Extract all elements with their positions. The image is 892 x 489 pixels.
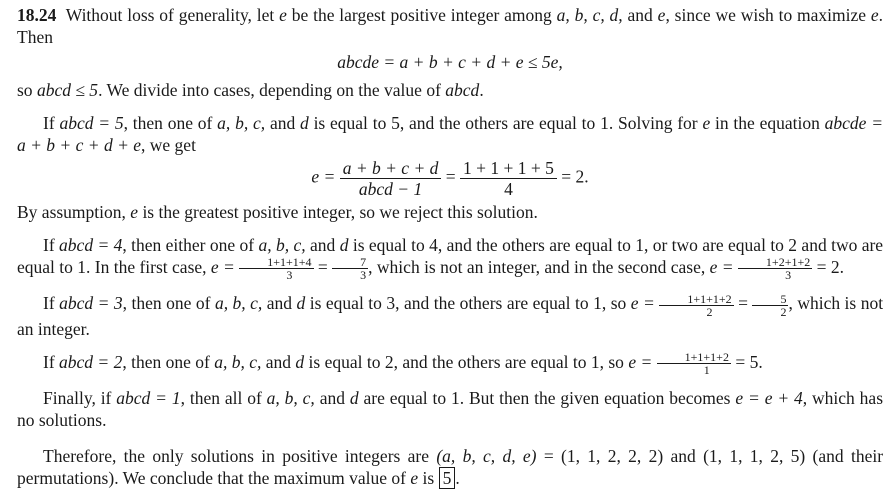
var-list: a, b, c, [266, 388, 315, 409]
equals: = [738, 293, 748, 314]
inequality: abcde = a + b + c + d + e ≤ 5e, [337, 52, 563, 72]
text: , then one of [122, 293, 211, 314]
after-display-text [17, 79, 883, 101]
numerator: 1+2+1+2 [738, 256, 812, 269]
intro-text: Without loss of generality, let [65, 5, 275, 25]
denominator: 1 [703, 363, 710, 378]
display-equation-1 [17, 51, 883, 73]
equation: e = e + 4 [735, 388, 803, 409]
problem-number: 18.24 [17, 5, 57, 25]
var-e: e [410, 468, 419, 489]
var-d: d [300, 113, 309, 133]
small-fraction [332, 256, 368, 281]
lhs: e = [210, 257, 235, 277]
text: , then either one of [122, 235, 255, 255]
numerator: 1+1+1+2 [659, 293, 733, 306]
denominator: 3 [286, 268, 293, 283]
text: , then one of [123, 113, 213, 133]
var-e: e [702, 113, 711, 133]
case-abcd-4 [17, 234, 883, 281]
condition: abcd = 4 [59, 235, 123, 255]
fraction-values [460, 158, 557, 199]
small-fraction [657, 351, 731, 376]
text: If [43, 235, 55, 255]
intro-paragraph [17, 4, 883, 48]
denominator: 2 [780, 304, 787, 319]
equation: abcde = a + b + c + d + e [17, 113, 884, 155]
equals: = [543, 446, 554, 467]
text: and [265, 351, 292, 372]
text: is equal to 4, and the others are equal to 1, or two are equal to 2 and two are equal to 1. In the first case, [17, 235, 884, 277]
text: , then one of [122, 351, 210, 372]
numerator: a + b + c + d [340, 158, 442, 179]
small-fraction [659, 293, 733, 318]
solution-2: (1, 1, 1, 2, 5) [703, 446, 806, 467]
text: and [310, 235, 336, 255]
case-abcd-3 [17, 292, 883, 339]
case-abcd-5 [17, 112, 883, 156]
text: If [43, 293, 55, 314]
denominator: 4 [504, 179, 513, 199]
display-equation-2 [17, 158, 883, 199]
numerator: 5 [752, 293, 788, 306]
text: . [479, 80, 484, 100]
expr: abcd ≤ 5 [36, 80, 99, 100]
boxed-answer: 5 [439, 467, 456, 489]
small-fraction [752, 293, 788, 318]
text: so [17, 80, 33, 100]
text: , which is not an integer, and in the second case, [368, 257, 706, 277]
case-abcd-1 [17, 387, 883, 431]
text: is equal to 3, and the others are equal to 1, so [309, 293, 627, 314]
text: is [422, 468, 435, 489]
text: are equal to 1. But then the given equation becomes [363, 388, 731, 409]
numerator: 1+1+1+2 [657, 351, 731, 364]
var-e: e [657, 5, 666, 25]
text: (and their permutations). We conclude that the maximum value of [17, 446, 884, 489]
var-list: a, b, c, [214, 293, 263, 314]
result: = 2. [561, 166, 589, 187]
var-e: e [279, 5, 287, 25]
var-d: d [339, 235, 349, 255]
small-fraction [738, 256, 812, 281]
lhs: e = [630, 293, 655, 314]
denominator: 2 [706, 304, 713, 319]
text: is equal to 2, and the others are equal to 1, so [308, 351, 624, 372]
text: . [455, 468, 460, 489]
text: , we get [141, 135, 196, 155]
equals: = [445, 166, 456, 187]
denominator: 3 [360, 268, 367, 283]
intro-text: and [627, 5, 653, 25]
text: and [319, 388, 345, 409]
numerator: 1 + 1 + 1 + 5 [460, 158, 557, 179]
condition: abcd = 3 [59, 293, 123, 314]
condition: abcd = 1 [116, 388, 181, 409]
condition: abcd = 5 [59, 113, 124, 133]
result: = 5. [735, 351, 763, 372]
equals: = [317, 257, 328, 277]
var-d: d [296, 293, 306, 314]
var-list: a, b, c, [217, 113, 266, 133]
text: and [670, 446, 696, 467]
numerator: 7 [332, 256, 368, 269]
intro-text: , since we wish to maximize [665, 5, 867, 25]
condition: abcd = 2 [59, 351, 123, 372]
text: is the greatest positive integer, so we reject this solution. [142, 202, 538, 222]
solution-document [17, 4, 883, 489]
lhs: e = [628, 351, 653, 372]
lhs: e = [311, 166, 336, 187]
denominator: abcd − 1 [358, 179, 423, 199]
text: and [269, 113, 296, 133]
var-list: a, b, c, [214, 351, 262, 372]
text: is equal to 5, and the others are equal to 1. Solving for [313, 113, 698, 133]
text: If [43, 113, 55, 133]
text: Finally, if [43, 388, 112, 409]
var-d: d [349, 388, 359, 409]
small-fraction [239, 256, 313, 281]
text: , which has no solutions. [17, 388, 883, 431]
text: . We divide into cases, depending on the value of [98, 80, 441, 100]
text: , then all of [180, 388, 262, 409]
var-list: a, b, c, d, [556, 5, 623, 25]
intro-text: be the largest positive integer among [291, 5, 552, 25]
numerator: 1+1+1+4 [239, 256, 313, 269]
text: Therefore, the only solutions in positive integers are [43, 446, 430, 467]
text: By assumption, [17, 202, 126, 222]
text: in the equation [715, 113, 820, 133]
tuple: (a, b, c, d, e) [436, 446, 537, 467]
lhs: e = [709, 257, 734, 277]
case-5-conclusion [17, 201, 883, 223]
solution-1: (1, 1, 2, 2, 2) [561, 446, 664, 467]
var-e: e [870, 5, 879, 25]
expr: abcd [445, 80, 480, 100]
fraction-general [340, 158, 442, 199]
final-conclusion [17, 445, 883, 489]
intro-text: . Then [17, 5, 884, 47]
text: If [43, 351, 55, 372]
case-abcd-2 [17, 351, 883, 376]
var-d: d [295, 351, 305, 372]
result: = 2. [816, 257, 844, 277]
text: and [266, 293, 293, 314]
var-list: a, b, c, [258, 235, 306, 255]
text: , which is not an integer. [17, 293, 884, 339]
denominator: 3 [785, 268, 792, 283]
var-e: e [130, 202, 139, 222]
